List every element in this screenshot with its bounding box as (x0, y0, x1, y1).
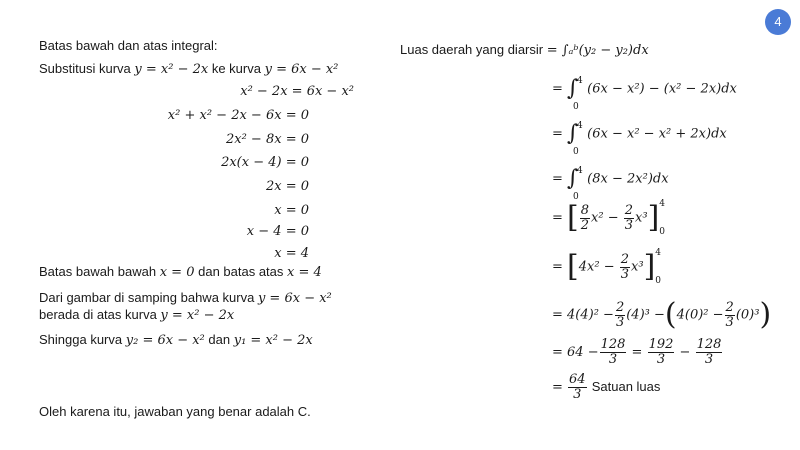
area-eq-1: = ∫ₐᵇ(y₂ − y₂)dx (546, 43, 649, 58)
step-4: 2x(x − 4) = 0 (221, 155, 309, 170)
gambar-line-2 (39, 307, 234, 324)
area-eq-4: = ∫ 4 0 (8x − 2x²)dx (552, 166, 669, 202)
bounds-text-a: Batas bawah bawah (39, 264, 157, 279)
step-6: x = 0 (274, 203, 309, 218)
step-7: x − 4 = 0 (246, 224, 309, 239)
area-eq-8: = 64 − $\frac{128}{3}$ = $\frac{192}{3}$ − $\frac{128}{3}$ (552, 337, 722, 367)
bounds-line (39, 264, 322, 281)
area-eq-6: = [4x² − $\frac{2}{3}$ x³] 4 0 (552, 248, 662, 286)
area-eq-2: = ∫ 4 0 (6x − x²) − (x² − 2x)dx (552, 76, 737, 112)
area-eq-7: = 4(4)² − $\frac{2}{3}$ (4)³ −(4(0)² − $\frac{2}{3}$ (0)³) (552, 297, 772, 332)
shingga-y2: y₂ = 6x − x² (125, 333, 205, 348)
shingga-dan: dan (208, 332, 231, 347)
area-label: Luas daerah yang diarsir (400, 42, 544, 57)
step-2: x² + x² − 2x − 6x = 0 (167, 108, 309, 123)
gambar-text-b: berada di atas kurva (39, 307, 157, 322)
bounds-text-b: dan batas atas (198, 264, 284, 279)
step-5: 2x = 0 (265, 179, 309, 194)
integral-sign: ∫ 4 0 (567, 166, 583, 202)
area-eq-3: = ∫ 4 0 (6x − x² − x² + 2x)dx (552, 121, 727, 157)
step-8: x = 4 (274, 246, 309, 261)
conclusion: Oleh karena itu, jawaban yang benar adalah C. (39, 404, 311, 419)
shingga-text-a: Shingga kurva (39, 332, 123, 347)
gambar-line-1 (39, 290, 332, 307)
integral-sign: ∫ 4 0 (567, 121, 583, 157)
subst-prefix: Substitusi kurva (39, 61, 131, 76)
shingga-y1: y₁ = x² − 2x (233, 333, 313, 348)
curve-2: y = 6x − x² (264, 62, 339, 77)
step-1: x² − 2x = 6x − x² (240, 84, 354, 99)
gambar-curve: y = 6x − x² (257, 291, 332, 306)
curve-1: y = x² − 2x (134, 62, 209, 77)
bounds-lower: x = 0 (159, 265, 195, 280)
unit-label: Satuan luas (591, 379, 661, 394)
gambar-text-a: Dari gambar di samping bahwa kurva (39, 290, 255, 305)
area-eq-5: = [ $\frac{8}{2}$ x² − $\frac{2}{3}$ x³] 4 0 (552, 199, 666, 237)
integral-sign: ∫ 4 0 (567, 76, 583, 112)
section-heading: Batas bawah dan atas integral: (39, 38, 218, 53)
gambar-curve-2: y = x² − 2x (160, 308, 235, 323)
page-number-badge: 4 (765, 9, 791, 35)
step-3: 2x² − 8x = 0 (225, 132, 309, 147)
area-result: = $\frac{64}{3}$ Satuan luas (552, 372, 661, 402)
bounds-upper: x = 4 (287, 265, 322, 280)
substitution-line (39, 61, 338, 78)
area-label-line (400, 42, 649, 59)
shingga-line (39, 332, 313, 349)
subst-mid: ke kurva (211, 61, 261, 76)
